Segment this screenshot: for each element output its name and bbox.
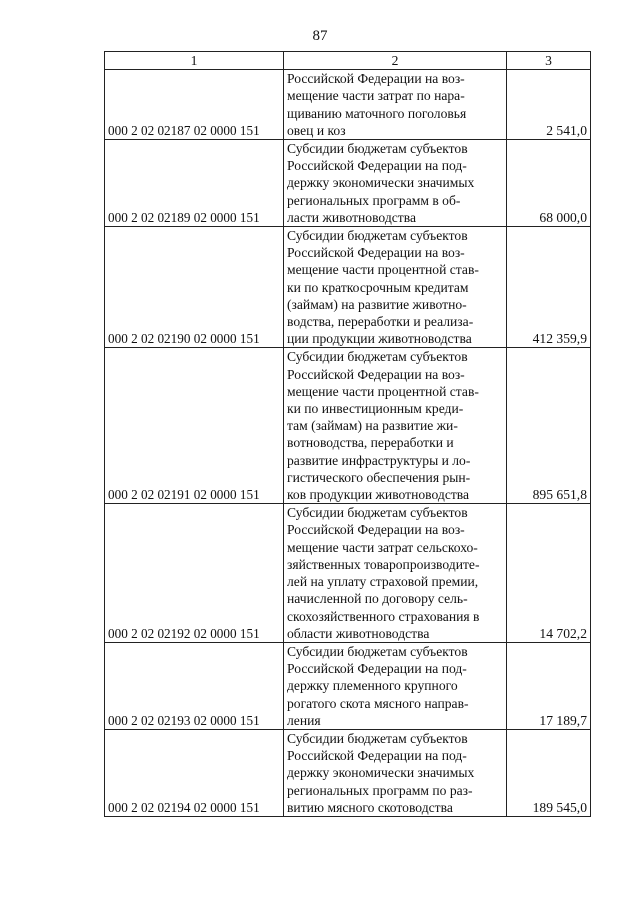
budget-code-cell: 000 2 02 02189 02 0000 151 <box>105 140 284 227</box>
column-header-code: 1 <box>105 52 284 70</box>
description-line: рогатого скота мясного направ- <box>287 695 469 711</box>
budget-table <box>104 51 591 817</box>
budget-code-cell: 000 2 02 02192 02 0000 151 <box>105 504 284 643</box>
description-cell <box>284 227 507 348</box>
description-line: Российской Федерации на под- <box>287 158 467 174</box>
description-line: мещение части процентной став- <box>287 383 479 399</box>
description-line: Российской Федерации на воз- <box>287 522 465 538</box>
description-line: ков продукции животноводства <box>287 487 470 503</box>
description-line: зяйственных товаропроизводите- <box>287 556 480 572</box>
description-line: региональных программ в об- <box>287 192 461 208</box>
description-cell <box>284 140 507 227</box>
description-line: (займам) на развитие животно- <box>287 296 467 312</box>
description-line: витию мясного скотоводства <box>287 799 453 815</box>
description-line: Субсидии бюджетам субъектов <box>287 141 468 157</box>
table-body <box>105 70 591 817</box>
description-line: Субсидии бюджетам субъектов <box>287 505 468 521</box>
description-line: Российской Федерации на под- <box>287 748 467 764</box>
description-line: Российской Федерации на воз- <box>287 245 465 261</box>
amount-cell: 2 541,0 <box>507 70 591 140</box>
description-line: Субсидии бюджетам субъектов <box>287 349 468 365</box>
description-line: мещение части затрат сельскохо- <box>287 539 478 555</box>
amount-cell: 189 545,0 <box>507 729 591 816</box>
description-line: региональных программ по раз- <box>287 782 473 798</box>
description-line: Российской Федерации на воз- <box>287 366 465 382</box>
description-line: ления <box>287 712 321 728</box>
description-line: ки по инвестиционным креди- <box>287 401 464 417</box>
header-row <box>105 52 591 70</box>
budget-code-cell: 000 2 02 02187 02 0000 151 <box>105 70 284 140</box>
budget-code-cell: 000 2 02 02190 02 0000 151 <box>105 227 284 348</box>
description-line: развитие инфраструктуры и ло- <box>287 452 471 468</box>
column-header-description: 2 <box>284 52 507 70</box>
table-row <box>105 642 591 729</box>
description-line: лей на уплату страховой премии, <box>287 574 479 590</box>
description-line: Субсидии бюджетам субъектов <box>287 643 468 659</box>
description-line: гистического обеспечения рын- <box>287 469 471 485</box>
description-line: вотноводства, переработки и <box>287 435 454 451</box>
description-line: щиванию маточного поголовья <box>287 105 467 121</box>
column-header-amount: 3 <box>507 52 591 70</box>
budget-code-cell: 000 2 02 02194 02 0000 151 <box>105 729 284 816</box>
amount-cell: 895 651,8 <box>507 348 591 504</box>
description-line: ласти животноводства <box>287 209 416 225</box>
description-line: Российской Федерации на воз- <box>287 71 465 87</box>
amount-cell: 412 359,9 <box>507 227 591 348</box>
table-row <box>105 140 591 227</box>
description-cell <box>284 70 507 140</box>
page-number: 87 <box>312 28 328 44</box>
budget-code-cell: 000 2 02 02193 02 0000 151 <box>105 642 284 729</box>
budget-code-cell: 000 2 02 02191 02 0000 151 <box>105 348 284 504</box>
description-cell <box>284 348 507 504</box>
description-line: мещение части затрат по нара- <box>287 88 465 104</box>
description-line: овец и коз <box>287 122 346 138</box>
amount-cell: 14 702,2 <box>507 504 591 643</box>
description-line: держку племенного крупного <box>287 678 458 694</box>
description-line: держку экономически значимых <box>287 175 475 191</box>
description-line: начисленной по договору сель- <box>287 591 468 607</box>
table-row <box>105 504 591 643</box>
description-cell <box>284 642 507 729</box>
table-row <box>105 729 591 816</box>
description-cell <box>284 729 507 816</box>
description-line: там (займам) на развитие жи- <box>287 418 458 434</box>
description-line: держку экономически значимых <box>287 765 475 781</box>
description-line: Субсидии бюджетам субъектов <box>287 730 468 746</box>
table-row <box>105 70 591 140</box>
amount-cell: 17 189,7 <box>507 642 591 729</box>
description-line: ции продукции животноводства <box>287 331 472 347</box>
description-line: Субсидии бюджетам субъектов <box>287 228 468 244</box>
description-line: Российской Федерации на под- <box>287 661 467 677</box>
table-row <box>105 348 591 504</box>
description-line: скохозяйственного страхования в <box>287 608 480 624</box>
description-cell <box>284 504 507 643</box>
description-line: мещение части процентной став- <box>287 262 479 278</box>
description-line: области животноводства <box>287 625 430 641</box>
amount-cell: 68 000,0 <box>507 140 591 227</box>
description-line: водства, переработки и реализа- <box>287 314 474 330</box>
table-row <box>105 227 591 348</box>
description-line: ки по краткосрочным кредитам <box>287 279 469 295</box>
